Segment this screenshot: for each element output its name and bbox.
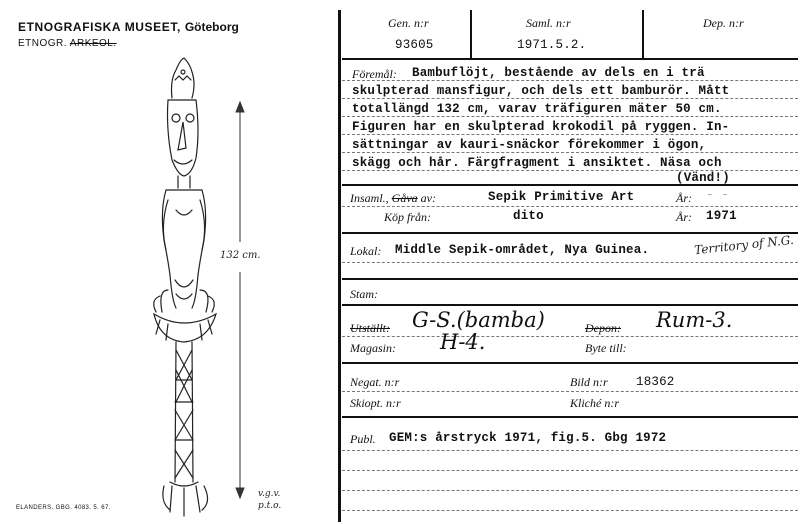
lokal-handwritten: Territory of N.G. xyxy=(693,232,795,258)
card-left-border xyxy=(338,10,341,522)
museum-name: ETNOGRAFISKA MUSEET, xyxy=(18,20,181,34)
bild-value: 18362 xyxy=(636,375,675,389)
depon-value: Rum-3. xyxy=(656,308,733,332)
insaml-year-label: År: xyxy=(676,191,692,205)
publ-value: GEM:s årstryck 1971, fig.5. Gbg 1972 xyxy=(389,431,667,445)
negat-rule xyxy=(342,416,798,418)
depon-label: Depon: xyxy=(585,321,621,335)
header-separator-2 xyxy=(642,10,644,58)
lokal-rule xyxy=(342,278,798,280)
museum-city: Göteborg xyxy=(184,20,239,34)
kop-label: Köp från: xyxy=(384,210,432,224)
ruled-line xyxy=(342,490,798,491)
ruled-line xyxy=(342,450,798,451)
measurement-label: 132 cm. xyxy=(220,250,261,261)
foremal-line-4: Figuren har en skulpterad krokodil på ryggen. In- xyxy=(352,120,730,134)
insaml-rule xyxy=(342,232,798,234)
skiopt-label: Skiopt. n:r xyxy=(350,396,401,410)
stam-label: Stam: xyxy=(350,287,378,301)
lokal-label: Lokal: xyxy=(350,244,382,258)
magasin-label: Magasin: xyxy=(350,341,396,355)
ruled-line xyxy=(342,206,798,207)
negat-label: Negat. n:r xyxy=(350,375,400,389)
magasin-value: H-4. xyxy=(440,330,486,354)
insaml-struck: Gåva xyxy=(391,191,418,205)
insaml-label xyxy=(350,191,436,206)
utstallt-value: G-S.(bamba) xyxy=(412,308,545,332)
header-separator-1 xyxy=(470,10,472,58)
insaml-av: av: xyxy=(420,191,436,205)
bild-label: Bild n:r xyxy=(570,375,608,389)
header-rule xyxy=(342,58,798,60)
stam-rule xyxy=(342,304,798,306)
ruled-line xyxy=(342,116,798,117)
gen-number-value: 93605 xyxy=(395,38,434,52)
gen-number-label: Gen. n:r xyxy=(388,16,429,30)
ruled-line xyxy=(342,170,798,171)
insaml-label-text: Insaml., xyxy=(350,191,389,205)
kliche-label: Kliché n:r xyxy=(570,396,619,410)
foremal-line-6: skägg och hår. Färgfragment i ansiktet. Näsa och xyxy=(352,156,722,170)
insaml-value: Sepik Primitive Art xyxy=(488,190,635,204)
utstallt-label: Utställt: xyxy=(350,321,391,335)
dep-number-label: Dep. n:r xyxy=(703,16,744,30)
kop-year-label: År: xyxy=(676,210,692,224)
department-prefix: ETNOGR. xyxy=(18,38,68,49)
ruled-line xyxy=(342,262,798,263)
ruled-line xyxy=(342,80,798,81)
foremal-line-3: totallängd 132 cm, varav träfiguren mäter 50 cm. xyxy=(352,102,722,116)
ruled-line xyxy=(342,98,798,99)
ruled-line xyxy=(342,336,798,337)
department-line xyxy=(18,38,117,49)
initials-line-2: p.t.o. xyxy=(258,501,282,511)
printer-mark: ELANDERS. GBG. 4083. 5. 67. xyxy=(16,505,111,511)
foremal-rule xyxy=(342,184,798,186)
kop-year-value: 1971 xyxy=(706,209,737,223)
ruled-line xyxy=(342,510,798,511)
initials-line-1: v.g.v. xyxy=(258,489,281,499)
ruled-line xyxy=(342,152,798,153)
ruled-line xyxy=(342,470,798,471)
handwritten-initials xyxy=(258,488,281,512)
publ-label: Publ. xyxy=(350,432,376,446)
kop-value: dito xyxy=(513,209,544,223)
museum-header xyxy=(18,20,239,34)
measurement-arrow xyxy=(232,100,248,500)
vand-note: (Vänd!) xyxy=(676,171,730,185)
ruled-line xyxy=(342,134,798,135)
foremal-label: Föremål: xyxy=(352,67,397,81)
insaml-year-blank: - - xyxy=(706,188,730,202)
lokal-value: Middle Sepik-området, Nya Guinea. xyxy=(395,243,650,257)
magasin-rule xyxy=(342,362,798,364)
ruled-line xyxy=(342,391,798,392)
saml-number-label: Saml. n:r xyxy=(526,16,571,30)
foremal-line-5: sättningar av kauri-snäckor förekommer i ögon, xyxy=(352,138,707,152)
byte-label: Byte till: xyxy=(585,341,627,355)
saml-number-value: 1971.5.2. xyxy=(517,38,587,52)
department-struck: ARKEOL. xyxy=(69,38,117,49)
foremal-line-1: Bambuflöjt, bestående av dels en i trä xyxy=(412,66,705,80)
foremal-line-2: skulpterad mansfigur, och dels ett bamburör. Mått xyxy=(352,84,730,98)
